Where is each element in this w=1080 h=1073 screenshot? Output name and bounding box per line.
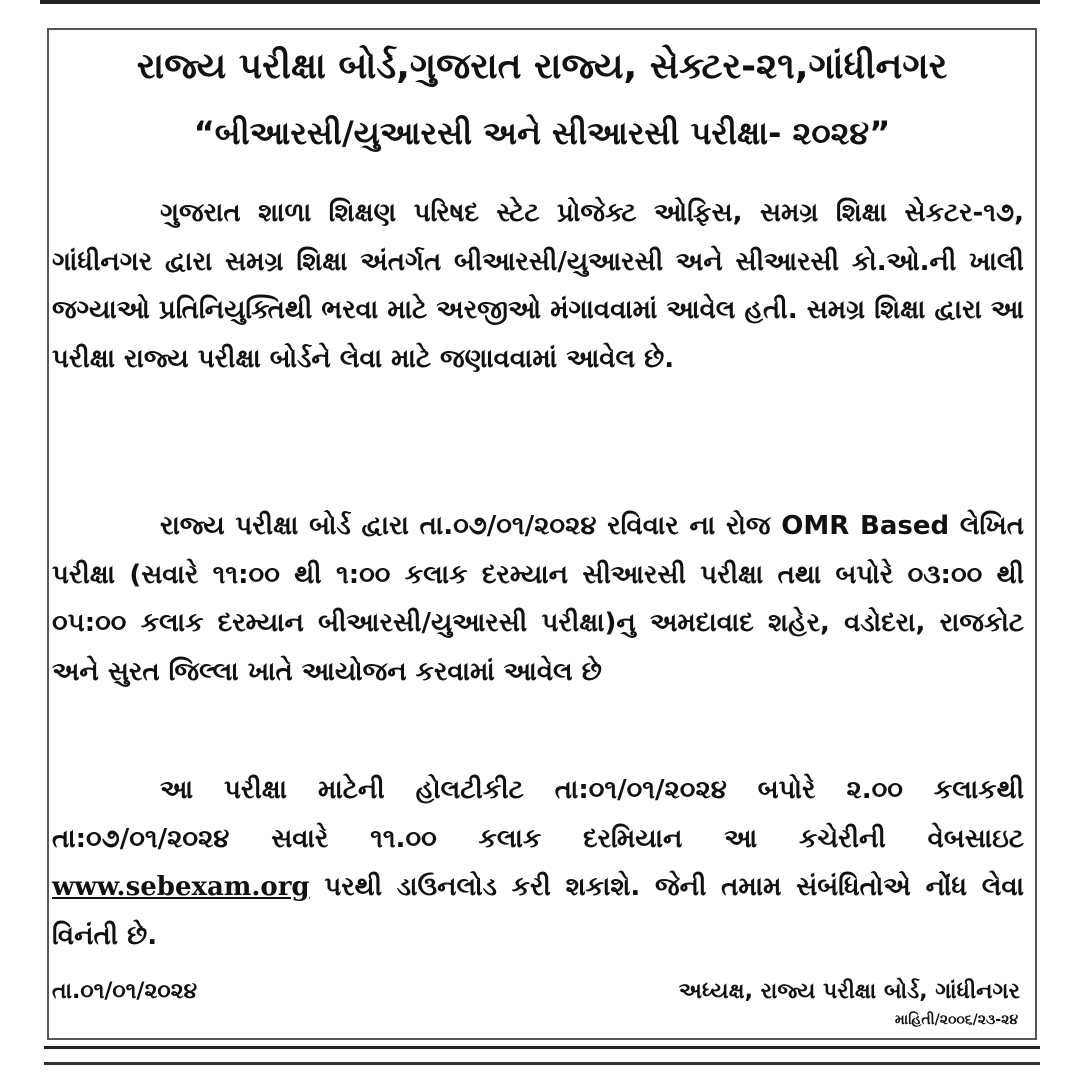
top-border-rule (40, 0, 1040, 4)
bottom-border-rule (44, 1046, 1040, 1049)
paragraph-intro: ગુજરાત શાળા શિક્ષણ પરિષદ સ્ટેટ પ્રોજેક્ટ ઓફિસ, સમગ્ર શિક્ષા સેકટર-૧૭, ગાંધીનગર દ્વારા સમગ્ર શિક્ષા અંતર્ગત બીઆરસી/યુઆરસી અને સીઆરસી કો.ઓ.ની ખાલી જગ્યાઓ પ્રતિનિયુક્તિથી ભરવા માટે અરજીઓ મંગાવવામાં આવેલ હતી. સમગ્ર શિક્ષા દ્વારા આ પરીક્ષા રાજ્ય પરીક્ષા બોર્ડને લેવા માટે જણાવવામાં આવેલ છે. (52, 198, 1024, 374)
website-link[interactable]: www.sebexam.org (52, 872, 310, 903)
next-notice-border (44, 1062, 1040, 1065)
paragraph-hall-ticket (52, 766, 1024, 960)
notice-title: રાજ્ય પરીક્ષા બોર્ડ,ગુજરાત રાજ્ય, સેક્ટર-૨૧,ગાંધીનગર (136, 46, 948, 87)
notice-date: તા.૦૧/૦૧/૨૦૨૪ (52, 979, 198, 1004)
signature-line: અધ્યક્ષ, રાજ્ય પરીક્ષા બોર્ડ, ગાંધીનગર (678, 979, 1020, 1004)
hall-ticket-text-end: પરથી ડાઉનલોડ કરી શકાશે. જેની તમામ સંબંધિતોએ નોંધ લેવા વિનંતી છે. (52, 872, 1024, 951)
paragraph-exam-schedule: રાજ્ય પરીક્ષા બોર્ડ દ્વારા તા.૦૭/૦૧/૨૦૨૪ રવિવાર ના રોજ OMR Based લેખિત પરીક્ષા (સવારે ૧૧:૦૦ થી ૧:૦૦ કલાક દરમ્યાન સીઆરસી પરીક્ષા તથા બપોરે ૦૩:૦૦ થી ૦૫:૦૦ કલાક દરમ્યાન બીઆરસી/યુઆરસી પરીક્ષા)નુ અમદાવાદ શહેર, વડોદરા, રાજકોટ અને સુરત જિલ્લા ખાતે આયોજન કરવામાં આવેલ છે (52, 511, 1024, 687)
hall-ticket-text-start: આ પરીક્ષા માટેની હોલટીકીટ તા:૦૧/૦૧/૨૦૨૪ બપોરે ૨.૦૦ કલાકથી તા:૦૭/૦૧/૨૦૨૪ સવારે ૧૧.૦૦ કલાક દરમિયાન આ કચેરીની વેબસાઇટ (52, 775, 1024, 854)
notice-subtitle: “બીઆરસી/યુઆરસી અને સીઆરસી પરીક્ષા- ૨૦૨૪” (193, 114, 891, 152)
reference-number: માહિતી/૨૦૦૬/૨૩-૨૪ (894, 1012, 1018, 1028)
